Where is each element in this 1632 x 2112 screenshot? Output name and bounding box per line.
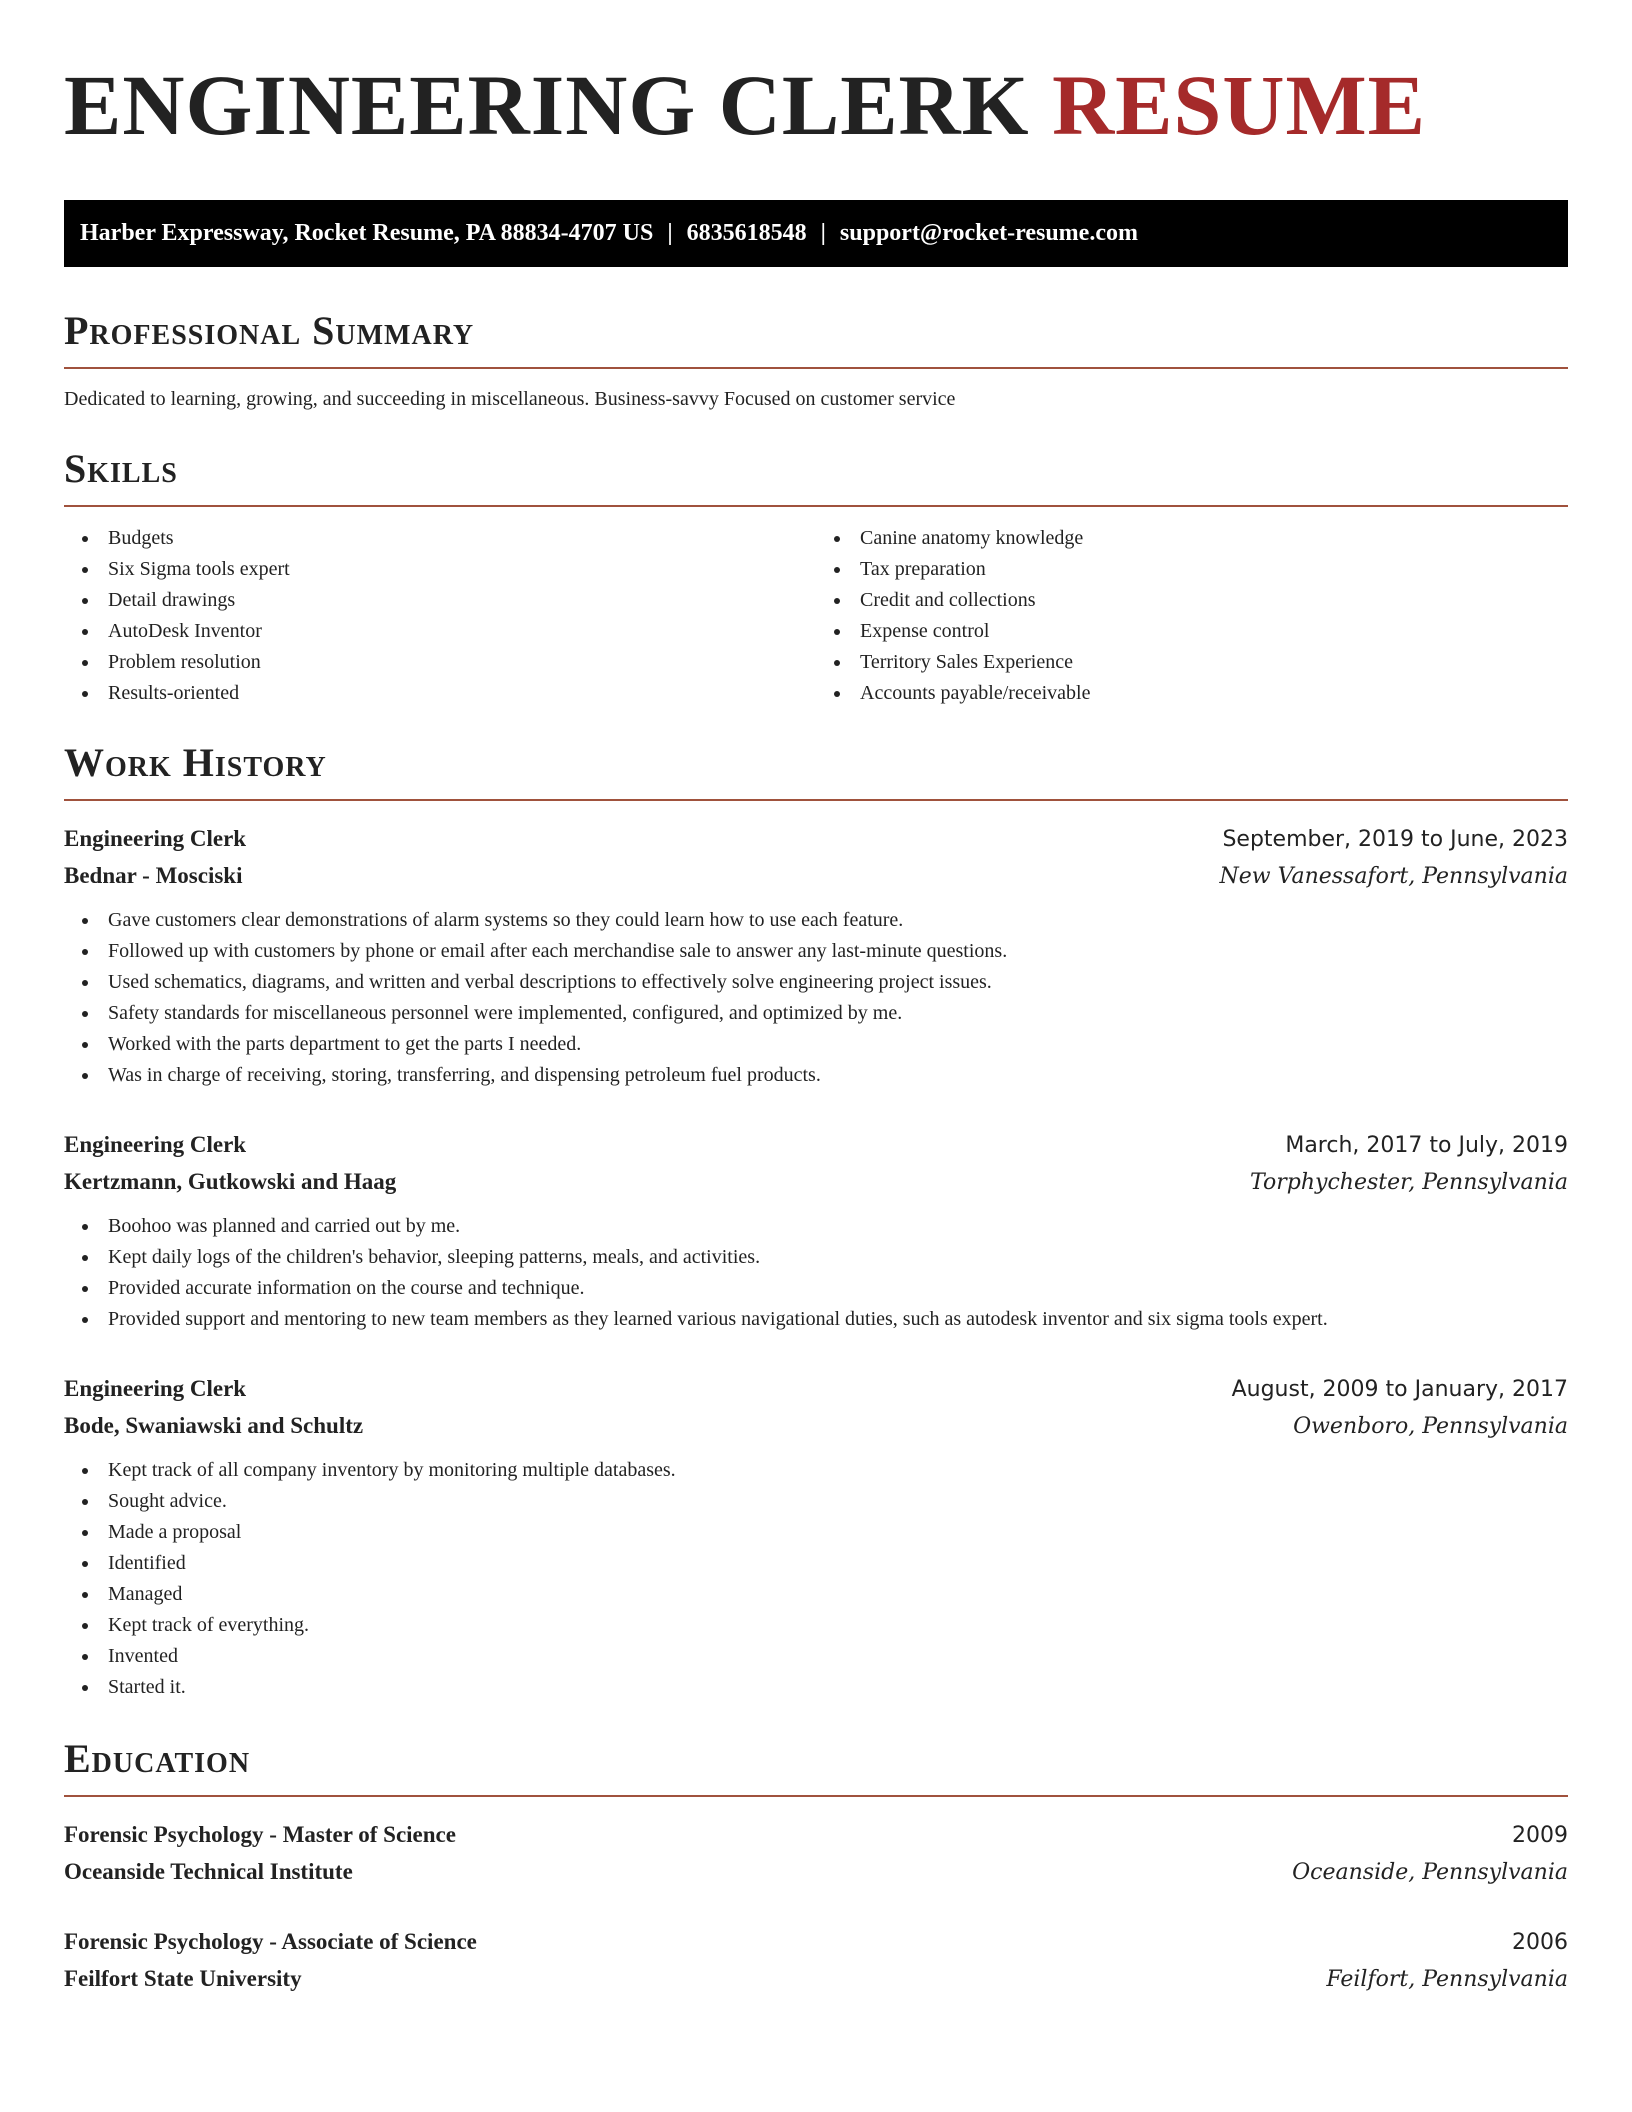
job-bullet: Kept track of all company inventory by monitoring multiple databases. xyxy=(108,1455,1568,1486)
job-bullet: Managed xyxy=(108,1579,1568,1610)
job-entry xyxy=(64,1127,1568,1335)
skill-item: Budgets xyxy=(108,523,816,554)
title-main: ENGINEERING CLERK xyxy=(64,57,1030,153)
job-bullet: Invented xyxy=(108,1641,1568,1672)
contact-bar xyxy=(64,200,1568,267)
job-location: Torphychester, Pennsylvania xyxy=(1250,1170,1568,1195)
job-bullet: Gave customers clear demonstrations of alarm systems so they could learn how to use each feature. xyxy=(108,905,1568,936)
job-bullet: Made a proposal xyxy=(108,1517,1568,1548)
education-location: Oceanside, Pennsylvania xyxy=(1292,1860,1568,1885)
job-bullet: Was in charge of receiving, storing, transferring, and dispensing petroleum fuel products. xyxy=(108,1060,1568,1091)
job-bullet: Used schematics, diagrams, and written and verbal descriptions to effectively solve engineering project issues. xyxy=(108,967,1568,998)
skill-item: Problem resolution xyxy=(108,647,816,678)
job-bullet: Kept daily logs of the children's behavior, sleeping patterns, meals, and activities. xyxy=(108,1242,1568,1273)
job-title: Engineering Clerk xyxy=(64,826,247,851)
skill-item: Detail drawings xyxy=(108,585,816,616)
job-bullet: Provided accurate information on the course and technique. xyxy=(108,1273,1568,1304)
skills-section xyxy=(64,445,1568,709)
education-school-row xyxy=(64,1961,1568,1998)
job-company-row xyxy=(64,1408,1568,1445)
title-accent: RESUME xyxy=(1052,57,1426,153)
contact-separator: | xyxy=(820,220,826,246)
job-company-row xyxy=(64,1164,1568,1201)
skill-item: Canine anatomy knowledge xyxy=(860,523,1568,554)
job-bullet: Kept track of everything. xyxy=(108,1610,1568,1641)
education-school-row xyxy=(64,1854,1568,1891)
job-company: Bednar - Mosciski xyxy=(64,863,243,888)
summary-heading: Professional Summary xyxy=(64,307,1568,369)
skill-item: Results-oriented xyxy=(108,678,816,709)
job-bullet: Identified xyxy=(108,1548,1568,1579)
education-section xyxy=(64,1735,1568,1998)
education-entry xyxy=(64,1817,1568,1891)
job-dates: August, 2009 to January, 2017 xyxy=(1231,1377,1568,1402)
job-company: Kertzmann, Gutkowski and Haag xyxy=(64,1169,397,1194)
summary-section xyxy=(64,307,1568,413)
job-title-row xyxy=(64,821,1568,858)
skill-item: Territory Sales Experience xyxy=(860,647,1568,678)
job-entry xyxy=(64,1371,1568,1703)
job-bullet: Worked with the parts department to get the parts I needed. xyxy=(108,1029,1568,1060)
education-year: 2006 xyxy=(1512,1930,1568,1955)
work-history-section xyxy=(64,739,1568,1703)
contact-phone[interactable]: 6835618548 xyxy=(686,220,807,246)
resume-title xyxy=(64,0,1568,153)
job-company: Bode, Swaniawski and Schultz xyxy=(64,1413,364,1438)
education-year: 2009 xyxy=(1512,1823,1568,1848)
job-location: Owenboro, Pennsylvania xyxy=(1293,1414,1568,1439)
job-title-row xyxy=(64,1371,1568,1408)
job-location: New Vanessafort, Pennsylvania xyxy=(1219,864,1568,889)
skill-item: AutoDesk Inventor xyxy=(108,616,816,647)
education-location: Feilfort, Pennsylvania xyxy=(1326,1967,1568,1992)
job-bullets xyxy=(64,905,1568,1091)
job-bullet: Safety standards for miscellaneous personnel were implemented, configured, and optimized by me. xyxy=(108,998,1568,1029)
skills-heading: Skills xyxy=(64,445,1568,507)
education-degree-row xyxy=(64,1817,1568,1854)
job-bullet: Followed up with customers by phone or email after each merchandise sale to answer any last-minute questions. xyxy=(108,936,1568,967)
skill-item: Accounts payable/receivable xyxy=(860,678,1568,709)
job-title: Engineering Clerk xyxy=(64,1132,247,1157)
job-title: Engineering Clerk xyxy=(64,1376,247,1401)
job-dates: March, 2017 to July, 2019 xyxy=(1285,1133,1568,1158)
skills-grid xyxy=(64,523,1568,709)
job-entry xyxy=(64,821,1568,1091)
education-degree: Forensic Psychology - Master of Science xyxy=(64,1822,456,1847)
job-bullet: Sought advice. xyxy=(108,1486,1568,1517)
education-school: Oceanside Technical Institute xyxy=(64,1859,353,1884)
job-bullets xyxy=(64,1211,1568,1335)
job-title-row xyxy=(64,1127,1568,1164)
job-bullets xyxy=(64,1455,1568,1703)
job-bullet: Started it. xyxy=(108,1672,1568,1703)
job-bullet: Boohoo was planned and carried out by me. xyxy=(108,1211,1568,1242)
education-entry xyxy=(64,1924,1568,1998)
summary-text: Dedicated to learning, growing, and succeeding in miscellaneous. Business-savvy Focused on customer service xyxy=(64,388,956,410)
education-school: Feilfort State University xyxy=(64,1966,302,1991)
skills-column-left xyxy=(64,523,816,709)
skill-item: Expense control xyxy=(860,616,1568,647)
education-heading: Education xyxy=(64,1735,1568,1797)
education-degree-row xyxy=(64,1924,1568,1961)
contact-separator: | xyxy=(667,220,673,246)
contact-address: Harber Expressway, Rocket Resume, PA 88834-4707 US xyxy=(80,220,654,246)
contact-email[interactable]: support@rocket-resume.com xyxy=(839,220,1138,246)
job-bullet: Provided support and mentoring to new team members as they learned various navigational duties, such as autodesk inventor and six sigma tools expert. xyxy=(108,1304,1568,1335)
work-history-heading: Work History xyxy=(64,739,1568,801)
skill-item: Tax preparation xyxy=(860,554,1568,585)
job-dates: September, 2019 to June, 2023 xyxy=(1222,827,1568,852)
skill-item: Credit and collections xyxy=(860,585,1568,616)
job-company-row xyxy=(64,858,1568,895)
skills-column-right xyxy=(816,523,1568,709)
skill-item: Six Sigma tools expert xyxy=(108,554,816,585)
education-degree: Forensic Psychology - Associate of Science xyxy=(64,1929,477,1954)
